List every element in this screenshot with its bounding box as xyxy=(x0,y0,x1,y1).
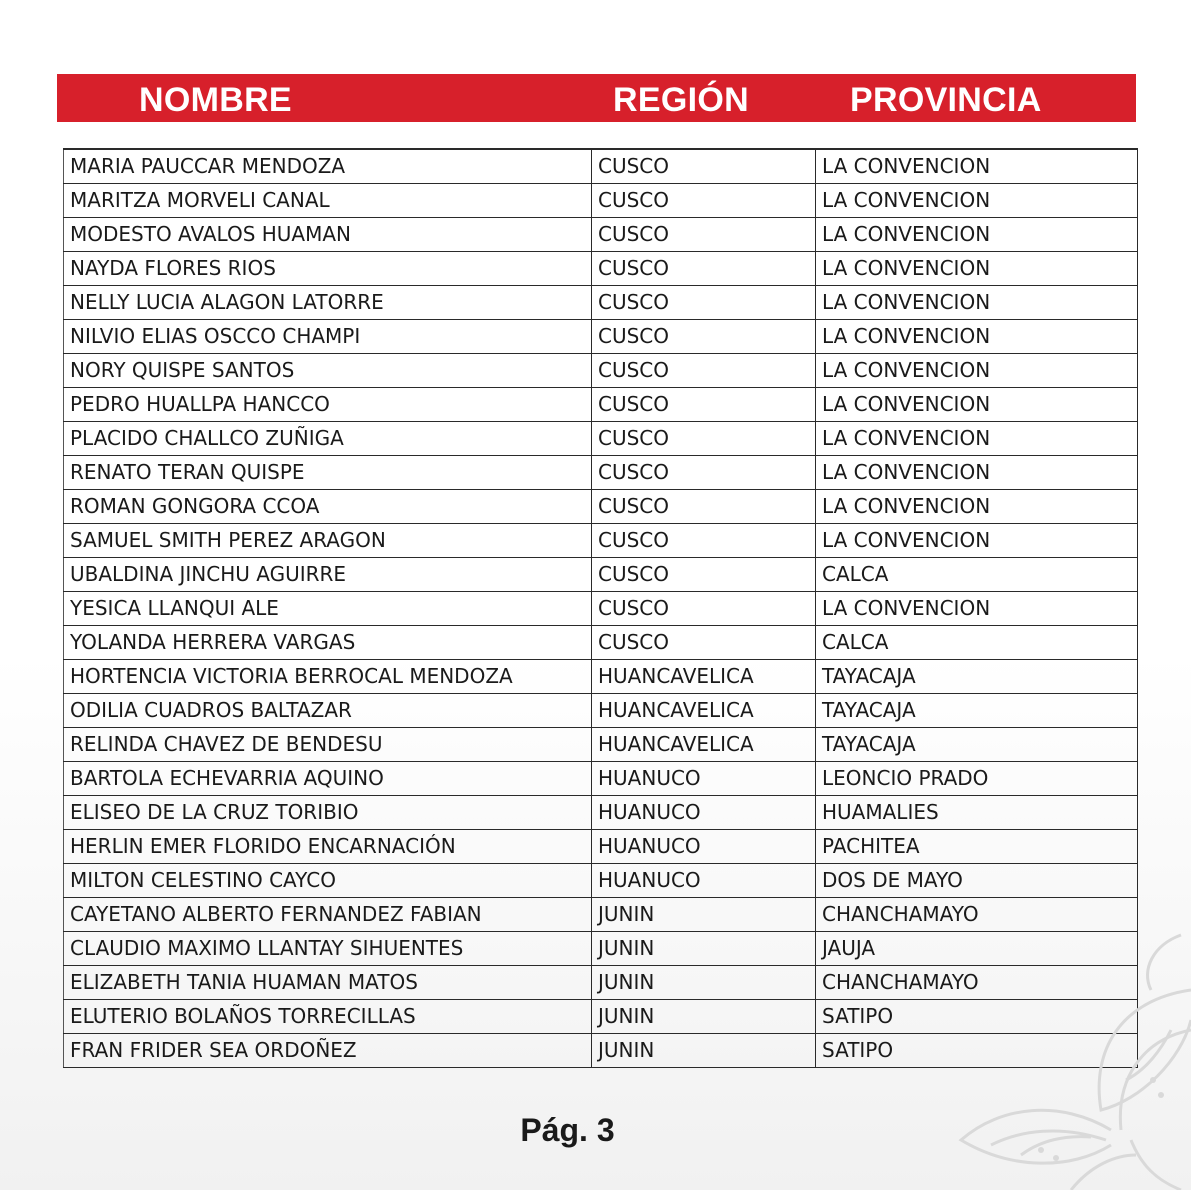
cell-nombre: MODESTO AVALOS HUAMAN xyxy=(64,217,592,251)
cell-nombre: NAYDA FLORES RIOS xyxy=(64,251,592,285)
cell-provincia: LA CONVENCION xyxy=(816,217,1138,251)
cell-nombre: HERLIN EMER FLORIDO ENCARNACIÓN xyxy=(64,829,592,863)
cell-region: CUSCO xyxy=(592,387,816,421)
page-number: Pág. 3 xyxy=(520,1112,615,1148)
cell-nombre: ODILIA CUADROS BALTAZAR xyxy=(64,693,592,727)
cell-region: CUSCO xyxy=(592,455,816,489)
table-row xyxy=(64,727,1138,761)
cell-region: CUSCO xyxy=(592,489,816,523)
cell-nombre: NORY QUISPE SANTOS xyxy=(64,353,592,387)
decorative-flower-icon xyxy=(891,930,1191,1190)
cell-provincia: LA CONVENCION xyxy=(816,387,1138,421)
cell-nombre: CAYETANO ALBERTO FERNANDEZ FABIAN xyxy=(64,897,592,931)
cell-nombre: BARTOLA ECHEVARRIA AQUINO xyxy=(64,761,592,795)
cell-nombre: NELLY LUCIA ALAGON LATORRE xyxy=(64,285,592,319)
table-row xyxy=(64,421,1138,455)
cell-provincia: LA CONVENCION xyxy=(816,319,1138,353)
cell-provincia: TAYACAJA xyxy=(816,693,1138,727)
table-row xyxy=(64,829,1138,863)
cell-nombre: PLACIDO CHALLCO ZUÑIGA xyxy=(64,421,592,455)
header-nombre: NOMBRE xyxy=(139,81,292,119)
cell-provincia: LA CONVENCION xyxy=(816,591,1138,625)
header-provincia: PROVINCIA xyxy=(850,81,1042,119)
cell-provincia: LA CONVENCION xyxy=(816,523,1138,557)
cell-nombre: NILVIO ELIAS OSCCO CHAMPI xyxy=(64,319,592,353)
cell-nombre: MARITZA MORVELI CANAL xyxy=(64,183,592,217)
cell-region: HUANUCO xyxy=(592,795,816,829)
cell-provincia: HUAMALIES xyxy=(816,795,1138,829)
cell-region: HUANCAVELICA xyxy=(592,727,816,761)
cell-provincia: LA CONVENCION xyxy=(816,353,1138,387)
table-row xyxy=(64,897,1138,931)
table-row xyxy=(64,319,1138,353)
table-row xyxy=(64,795,1138,829)
cell-region: CUSCO xyxy=(592,285,816,319)
table-row xyxy=(64,149,1138,183)
cell-nombre: ELISEO DE LA CRUZ TORIBIO xyxy=(64,795,592,829)
cell-nombre: CLAUDIO MAXIMO LLANTAY SIHUENTES xyxy=(64,931,592,965)
cell-region: JUNIN xyxy=(592,1033,816,1067)
cell-region: CUSCO xyxy=(592,353,816,387)
cell-provincia: CHANCHAMAYO xyxy=(816,897,1138,931)
cell-region: HUANUCO xyxy=(592,863,816,897)
cell-region: CUSCO xyxy=(592,625,816,659)
cell-provincia: SATIPO xyxy=(816,999,1138,1033)
cell-nombre: FRAN FRIDER SEA ORDOÑEZ xyxy=(64,1033,592,1067)
table-row xyxy=(64,489,1138,523)
cell-provincia: SATIPO xyxy=(816,1033,1138,1067)
cell-region: CUSCO xyxy=(592,591,816,625)
cell-region: JUNIN xyxy=(592,897,816,931)
table-row xyxy=(64,387,1138,421)
table-row xyxy=(64,625,1138,659)
cell-nombre: PEDRO HUALLPA HANCCO xyxy=(64,387,592,421)
table-row xyxy=(64,455,1138,489)
cell-region: CUSCO xyxy=(592,319,816,353)
cell-provincia: LA CONVENCION xyxy=(816,285,1138,319)
cell-provincia: LA CONVENCION xyxy=(816,421,1138,455)
cell-provincia: PACHITEA xyxy=(816,829,1138,863)
cell-provincia: LA CONVENCION xyxy=(816,489,1138,523)
cell-nombre: YOLANDA HERRERA VARGAS xyxy=(64,625,592,659)
cell-region: CUSCO xyxy=(592,149,816,183)
cell-region: CUSCO xyxy=(592,183,816,217)
cell-region: HUANCAVELICA xyxy=(592,659,816,693)
table-row xyxy=(64,591,1138,625)
cell-region: HUANCAVELICA xyxy=(592,693,816,727)
cell-nombre: ELIZABETH TANIA HUAMAN MATOS xyxy=(64,965,592,999)
table-row xyxy=(64,353,1138,387)
cell-nombre: HORTENCIA VICTORIA BERROCAL MENDOZA xyxy=(64,659,592,693)
cell-nombre: SAMUEL SMITH PEREZ ARAGON xyxy=(64,523,592,557)
cell-provincia: CALCA xyxy=(816,557,1138,591)
cell-nombre: RENATO TERAN QUISPE xyxy=(64,455,592,489)
table-row xyxy=(64,251,1138,285)
cell-region: JUNIN xyxy=(592,999,816,1033)
cell-provincia: LA CONVENCION xyxy=(816,455,1138,489)
cell-region: CUSCO xyxy=(592,217,816,251)
table-row xyxy=(64,863,1138,897)
cell-nombre: YESICA LLANQUI ALE xyxy=(64,591,592,625)
cell-provincia: DOS DE MAYO xyxy=(816,863,1138,897)
table-row xyxy=(64,557,1138,591)
cell-nombre: ELUTERIO BOLAÑOS TORRECILLAS xyxy=(64,999,592,1033)
cell-region: HUANUCO xyxy=(592,829,816,863)
cell-nombre: UBALDINA JINCHU AGUIRRE xyxy=(64,557,592,591)
cell-provincia: TAYACAJA xyxy=(816,727,1138,761)
cell-provincia: CALCA xyxy=(816,625,1138,659)
header-region: REGIÓN xyxy=(613,81,749,119)
cell-provincia: LA CONVENCION xyxy=(816,251,1138,285)
cell-region: JUNIN xyxy=(592,931,816,965)
cell-provincia: LA CONVENCION xyxy=(816,183,1138,217)
cell-provincia: TAYACAJA xyxy=(816,659,1138,693)
cell-region: JUNIN xyxy=(592,965,816,999)
table-row xyxy=(64,693,1138,727)
cell-region: CUSCO xyxy=(592,557,816,591)
cell-region: CUSCO xyxy=(592,421,816,455)
cell-provincia: LEONCIO PRADO xyxy=(816,761,1138,795)
cell-region: HUANUCO xyxy=(592,761,816,795)
table-row xyxy=(64,285,1138,319)
table-row xyxy=(64,659,1138,693)
cell-provincia: JAUJA xyxy=(816,931,1138,965)
table-row xyxy=(64,183,1138,217)
cell-provincia: LA CONVENCION xyxy=(816,149,1138,183)
table-row xyxy=(64,761,1138,795)
cell-provincia: CHANCHAMAYO xyxy=(816,965,1138,999)
cell-nombre: MARIA PAUCCAR MENDOZA xyxy=(64,149,592,183)
cell-nombre: ROMAN GONGORA CCOA xyxy=(64,489,592,523)
cell-region: CUSCO xyxy=(592,523,816,557)
cell-region: CUSCO xyxy=(592,251,816,285)
table-row xyxy=(64,217,1138,251)
cell-nombre: RELINDA CHAVEZ DE BENDESU xyxy=(64,727,592,761)
cell-nombre: MILTON CELESTINO CAYCO xyxy=(64,863,592,897)
table-row xyxy=(64,523,1138,557)
